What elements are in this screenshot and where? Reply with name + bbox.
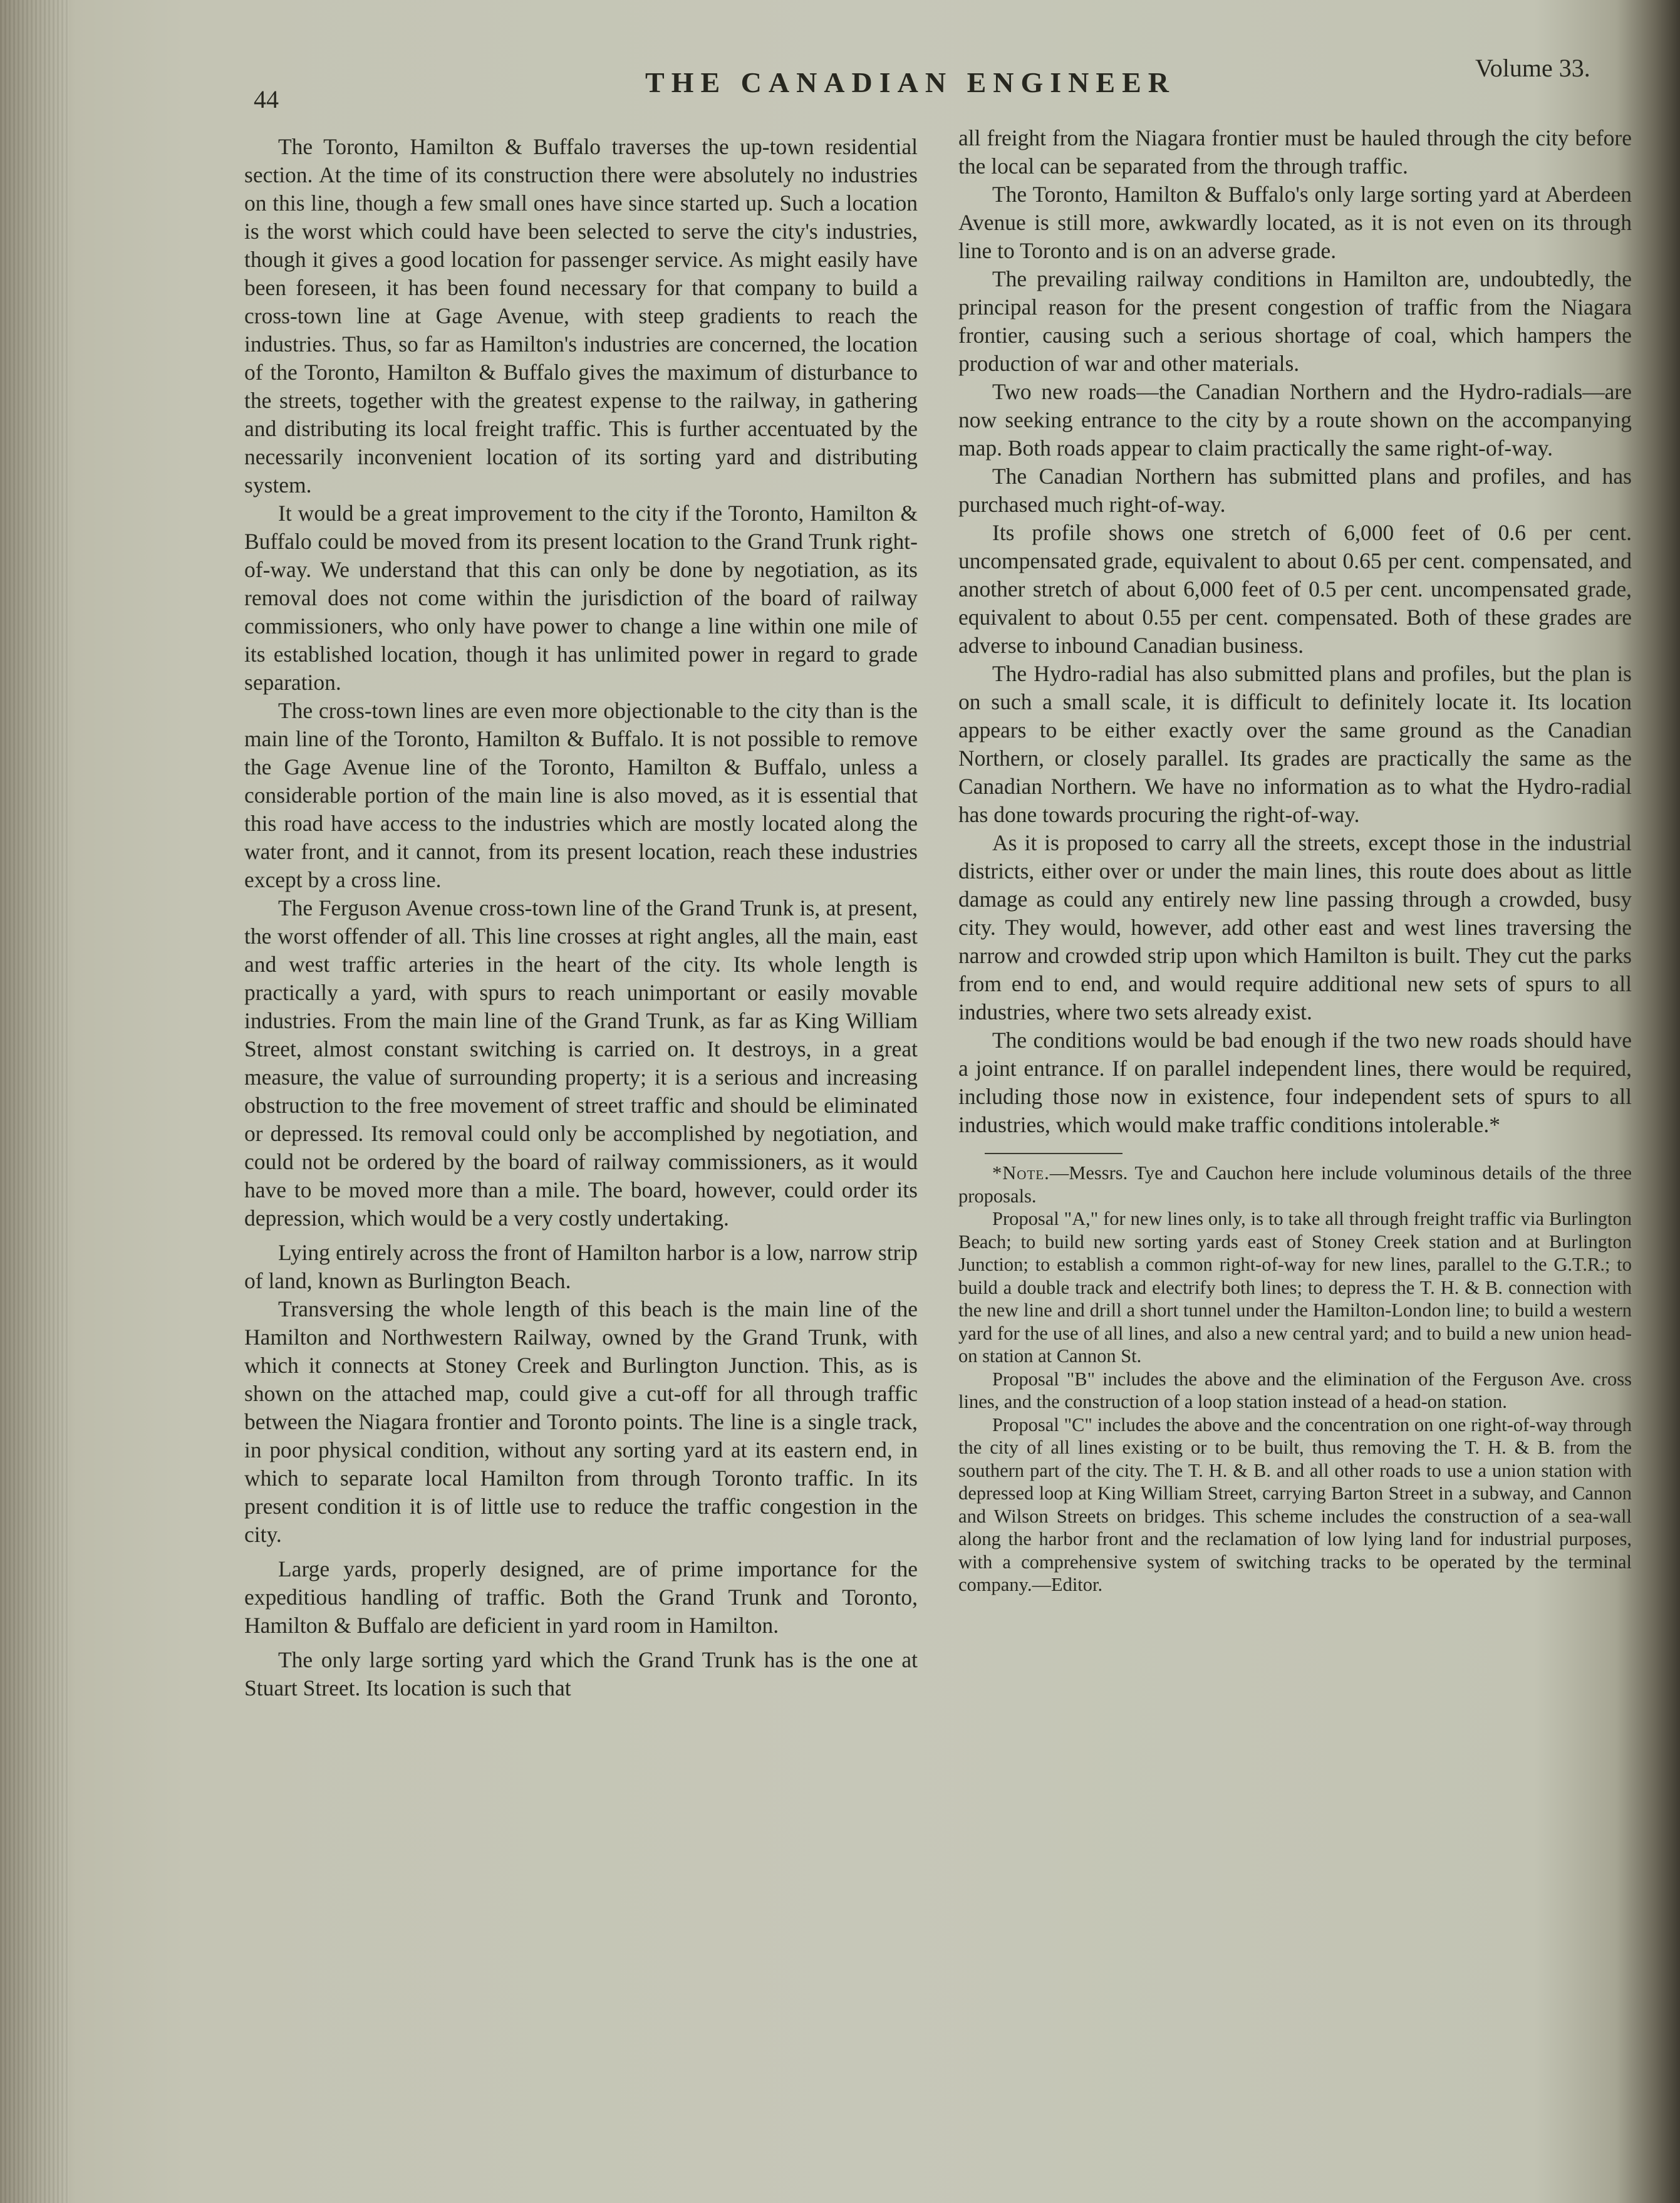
running-header [0, 50, 1680, 113]
paragraph: As it is proposed to carry all the streets, except those in the industrial districts, either over or under the main lines, this route does about as little damage as could any entirely new line passing through a crowded, busy city. They would, however, add other east and west lines traversing the narrow and crowded strip upon which Hamilton is built. They cut the parks from end to end, and would require additional new sets of spurs to all industries, where two sets already exist. [958, 830, 1632, 1024]
paragraph: The Ferguson Avenue cross-town line of the Grand Trunk is, at present, the worst offender of all. This line crosses at right angles, all the main, east and west traffic arteries in the heart of the city. Its whole length is practically a yard, with spurs to reach unimportant or easily movable industries. From the main line of the Grand Trunk, as far as King William Street, almost constant switching is carried on. It destroys, in a great measure, the value of surrounding property; it is a serious and increasing obstruction to the free movement of street traffic and should be eliminated or depressed. Its removal could only be accomplished by negotiation, and could not be ordered by the board of railway commissioners, as it would have to be moved more than a mile. The board, however, could order its depression, which would be a very costly undertaking. [244, 895, 918, 1231]
paragraph: The Toronto, Hamilton & Buffalo traverses the up-town residential section. At the time of its construction there were absolutely no industries on this line, though a few small ones have since started up. Such a location is the worst which could have been selected to serve the city's industries, though it gives a good location for passenger service. As might easily have been foreseen, it has been found necessary for that company to build a cross-town line at Gage Avenue, with steep gradients to reach the industries. Thus, so far as Hamilton's industries are concerned, the location of the Toronto, Hamilton & Buffalo gives the maximum of disturbance to the streets, together with the greatest expense to the railway, in gathering and distributing its local freight traffic. This is further accentuated by the necessarily inconvenient location of its sorting yard and distributing system. [244, 134, 918, 497]
right-column [958, 124, 1632, 1596]
paragraph: Two new roads—the Canadian Northern and the Hydro-radials—are now seeking entrance to the city by a route shown on the accompanying map. Both roads appear to claim practically the same right-of-way. [958, 379, 1632, 461]
paragraph: Lying entirely across the front of Hamilton harbor is a low, narrow strip of land, known as Burlington Beach. [244, 1240, 918, 1293]
footnote-paragraph: Proposal "B" includes the above and the elimination of the Ferguson Ave. cross lines, and the construction of a loop station instead of a head-on station. [958, 1368, 1632, 1412]
paragraph: The Canadian Northern has submitted plans and profiles, and has purchased much right-of-way. [958, 464, 1632, 517]
page-number: 44 [254, 85, 279, 113]
footnote-intro-text: —Messrs. Tye and Cauchon here include voluminous details of the three proposals. [958, 1162, 1632, 1207]
volume-label: Volume 33. [1475, 54, 1590, 82]
paragraph: Its profile shows one stretch of 6,000 feet of 0.6 per cent. uncompensated grade, equivalent to about 0.65 per cent. compensated, and another stretch of about 6,000 feet of 0.5 per cent. uncompensated grade, equivalent to about 0.55 per cent. compensated. Both of these grades are adverse to inbound Canadian business. [958, 520, 1632, 658]
paragraph: The cross-town lines are even more objectionable to the city than is the main line of the Toronto, Hamilton & Buffalo. It is not possible to remove the Gage Avenue line of the Toronto, Hamilton & Buffalo, unless a considerable portion of the main line is also moved, as it is essential that this road have access to the industries which are mostly located along the water front, and it cannot, from its present location, reach these industries except by a cross line. [244, 698, 918, 892]
footnote-intro [958, 1162, 1632, 1207]
footnote-divider [985, 1153, 1123, 1154]
paragraph: The conditions would be bad enough if the two new roads should have a joint entrance. If on parallel independent lines, there would be required, including those now in existence, four independent sets of spurs to all industries, which would make traffic conditions intolerable.* [958, 1028, 1632, 1137]
paragraph: It would be a great improvement to the city if the Toronto, Hamilton & Buffalo could be moved from its present location to the Grand Trunk right-of-way. We understand that this can only be done by negotiation, as its removal does not come within the jurisdiction of the board of railway commissioners, who only have power to change a line within one mile of its established location, though it has unlimited power in regard to grade separation. [244, 501, 918, 695]
left-column [244, 133, 918, 1702]
paragraph: The Hydro-radial has also submitted plans and profiles, but the plan is on such a small scale, it is difficult to definitely locate it. Its location appears to be either exactly over the same ground as the Canadian Northern, or closely parallel. Its grades are practically the same as the Canadian Northern. We have no information as to what the Hydro-radial has done towards procuring the right-of-way. [958, 661, 1632, 827]
paragraph: The prevailing railway conditions in Hamilton are, undoubtedly, the principal reason for the present congestion of traffic from the Niagara frontier, causing such a serious shortage of coal, which hampers the production of war and other materials. [958, 266, 1632, 376]
paragraph: Transversing the whole length of this beach is the main line of the Hamilton and Northwestern Railway, owned by the Grand Trunk, with which it connects at Stoney Creek and Burlington Junction. This, as is shown on the attached map, could give a cut-off for all through traffic between the Niagara frontier and Toronto points. The line is a single track, in poor physical condition, without any sorting yard at its eastern end, in which to separate local Hamilton from through Toronto traffic. In its present condition it is of little use to reduce the traffic congestion in the city. [244, 1296, 918, 1547]
footnote-paragraph: Proposal "A," for new lines only, is to take all through freight traffic via Burlington Beach; to build new sorting yards east of Stoney Creek station and at Burlington Junction; to establish a common right-of-way for new lines, parallel to the G.T.R.; to build a double track and electrify both lines; to depress the T. H. & B. connection with the new line and drill a short tunnel under the Hamilton-London line; to build a western yard for the use of all lines, and also a new central yard; and to build a new union head-on station at Cannon St. [958, 1208, 1632, 1367]
journal-title: THE CANADIAN ENGINEER [645, 66, 1176, 98]
footnote-label: *Note. [992, 1162, 1050, 1184]
paragraph: all freight from the Niagara frontier must be hauled through the city before the local can be separated from the through traffic. [958, 125, 1632, 179]
editor-footnote [958, 1162, 1632, 1596]
footnote-paragraph: Proposal "C" includes the above and the concentration on one right-of-way through the city of all lines existing or to be built, thus removing the T. H. & B. from the southern part of the city. The T. H. & B. and all other roads to use a union station with depressed loop at King William Street, carrying Barton Street in a subway, and Cannon and Wilson Streets on bridges. This scheme includes the construction of a sea-wall along the harbor front and the reclamation of low lying land for industrial purposes, with a comprehensive system of switching tracks to be operated by the terminal company.—Editor. [958, 1414, 1632, 1595]
paragraph: The only large sorting yard which the Grand Trunk has is the one at Stuart Street. Its location is such that [244, 1647, 918, 1700]
page-binding-edge [0, 0, 69, 2203]
paragraph: The Toronto, Hamilton & Buffalo's only large sorting yard at Aberdeen Avenue is still more, awkwardly located, as it is not even on its through line to Toronto and is on an adverse grade. [958, 182, 1632, 263]
paragraph: Large yards, properly designed, are of prime importance for the expeditious handling of traffic. Both the Grand Trunk and Toronto, Hamilton & Buffalo are deficient in yard room in Hamilton. [244, 1556, 918, 1638]
